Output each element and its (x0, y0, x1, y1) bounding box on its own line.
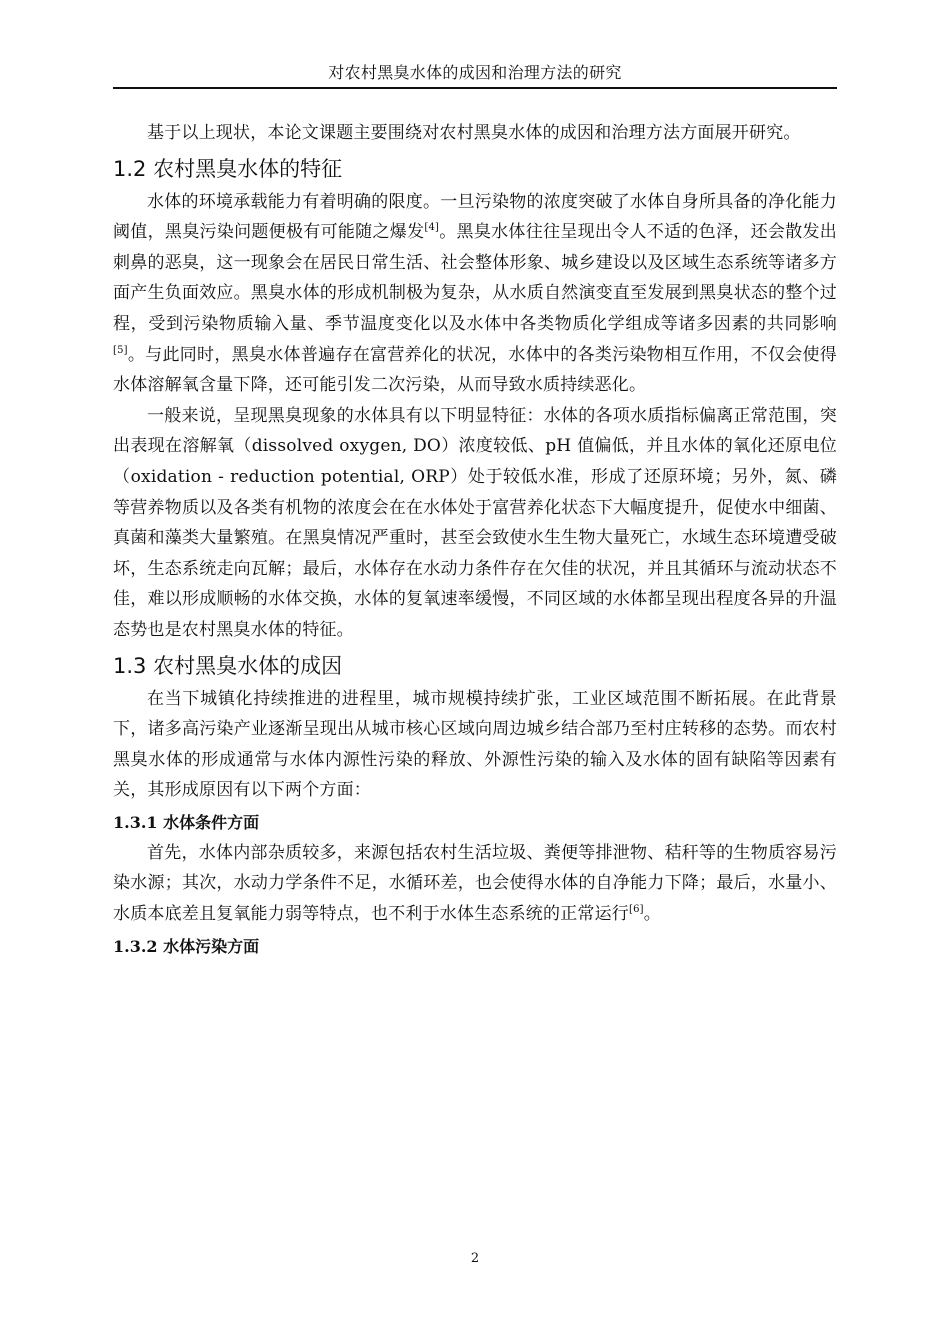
section-1-2-paragraph-2: 一般来说，呈现黑臭现象的水体具有以下明显特征：水体的各项水质指标偏离正常范围，突出表现在溶解氧（dissolved oxygen, DO）浓度较低、pH 值偏低，并且水体的氧化还原电位（oxidation - reduction potential, ORP）处于较低水准，形成了还原环境；另外，氮、磷等营养物质以及各类有机物的浓度会在在水体处于富营养化状态下大幅度提升，促使水中细菌、真菌和藻类大量繁殖。在黑臭情况严重时，甚至会致使水生生物大量死亡，水域生态环境遭受破坏，生态系统走向瓦解；最后，水体存在水动力条件存在欠佳的状况，并且其循环与流动状态不佳，难以形成顺畅的水体交换，水体的复氧速率缓慢，不同区域的水体都呈现出程度各异的升温态势也是农村黑臭水体的特征。 (113, 405, 837, 640)
paragraph-text: 。黑臭水体往往呈现出令人不适的色泽，还会散发出刺鼻的恶臭，这一现象会在居民日常生活、社会整体形象、城乡建设以及区域生态系统等诸多方面产生负面效应。黑臭水体的形成机制极为复杂，从水质自然演变直至发展到黑臭状态的整个过程，受到污染物质输入量、季节温度变化以及水体中各类物质化学组成等诸多因素的共同影响 (113, 222, 837, 334)
paragraph-text: 水体的环境承载能力有着明确的限度。一旦污染物的浓度突破了水体自身所具备的净化能力阈值，黑臭污染问题便极有可能随之爆发 (113, 191, 837, 243)
header-rule (113, 87, 837, 89)
intro-paragraph: 基于以上现状，本论文课题主要围绕对农村黑臭水体的成因和治理方法方面展开研究。 (147, 123, 801, 143)
section-heading-1-3: 1.3 农村黑臭水体的成因 (113, 653, 343, 678)
page-number: 2 (470, 1251, 480, 1266)
citation-ref: [4] (424, 222, 440, 234)
subsection-1-3-1-paragraph (113, 838, 837, 930)
citation-ref: [6] (629, 904, 644, 916)
running-header-title: 对农村黑臭水体的成因和治理方法的研究 (328, 63, 622, 82)
paragraph-text: 首先，水体内部杂质较多，来源包括农村生活垃圾、粪便等排泄物、秸秆等的生物质容易污染水源；其次，水动力学条件不足，水循环差，也会使得水体的自净能力下降；最后，水量小、水质本底差且复氧能力弱等特点，也不利于水体生态系统的正常运行 (113, 842, 837, 925)
citation-ref: [5] (113, 344, 128, 356)
section-heading-1-2: 1.2 农村黑臭水体的特征 (113, 156, 343, 181)
paragraph-text: 。与此同时，黑臭水体普遍存在富营养化的状况，水体中的各类污染物相互作用，不仅会使得水体溶解氧含量下降，还可能引发二次污染，从而导致水质持续恶化。 (113, 344, 837, 396)
section-1-2-paragraph-1 (113, 187, 837, 401)
subsection-heading-1-3-2: 1.3.2 水体污染方面 (113, 936, 260, 956)
paragraph-text: 。 (643, 904, 661, 925)
section-1-3-paragraph-1: 在当下城镇化持续推进的进程里，城市规模持续扩张，工业区域范围不断拓展。在此背景下，诸多高污染产业逐渐呈现出从城市核心区域向周边城乡结合部乃至村庄转移的态势。而农村黑臭水体的形成通常与水体内源性污染的释放、外源性污染的输入及水体的固有缺陷等因素有关，其形成原因有以下两个方面： (113, 688, 837, 801)
subsection-heading-1-3-1: 1.3.1 水体条件方面 (113, 812, 260, 832)
page-body (113, 118, 837, 962)
